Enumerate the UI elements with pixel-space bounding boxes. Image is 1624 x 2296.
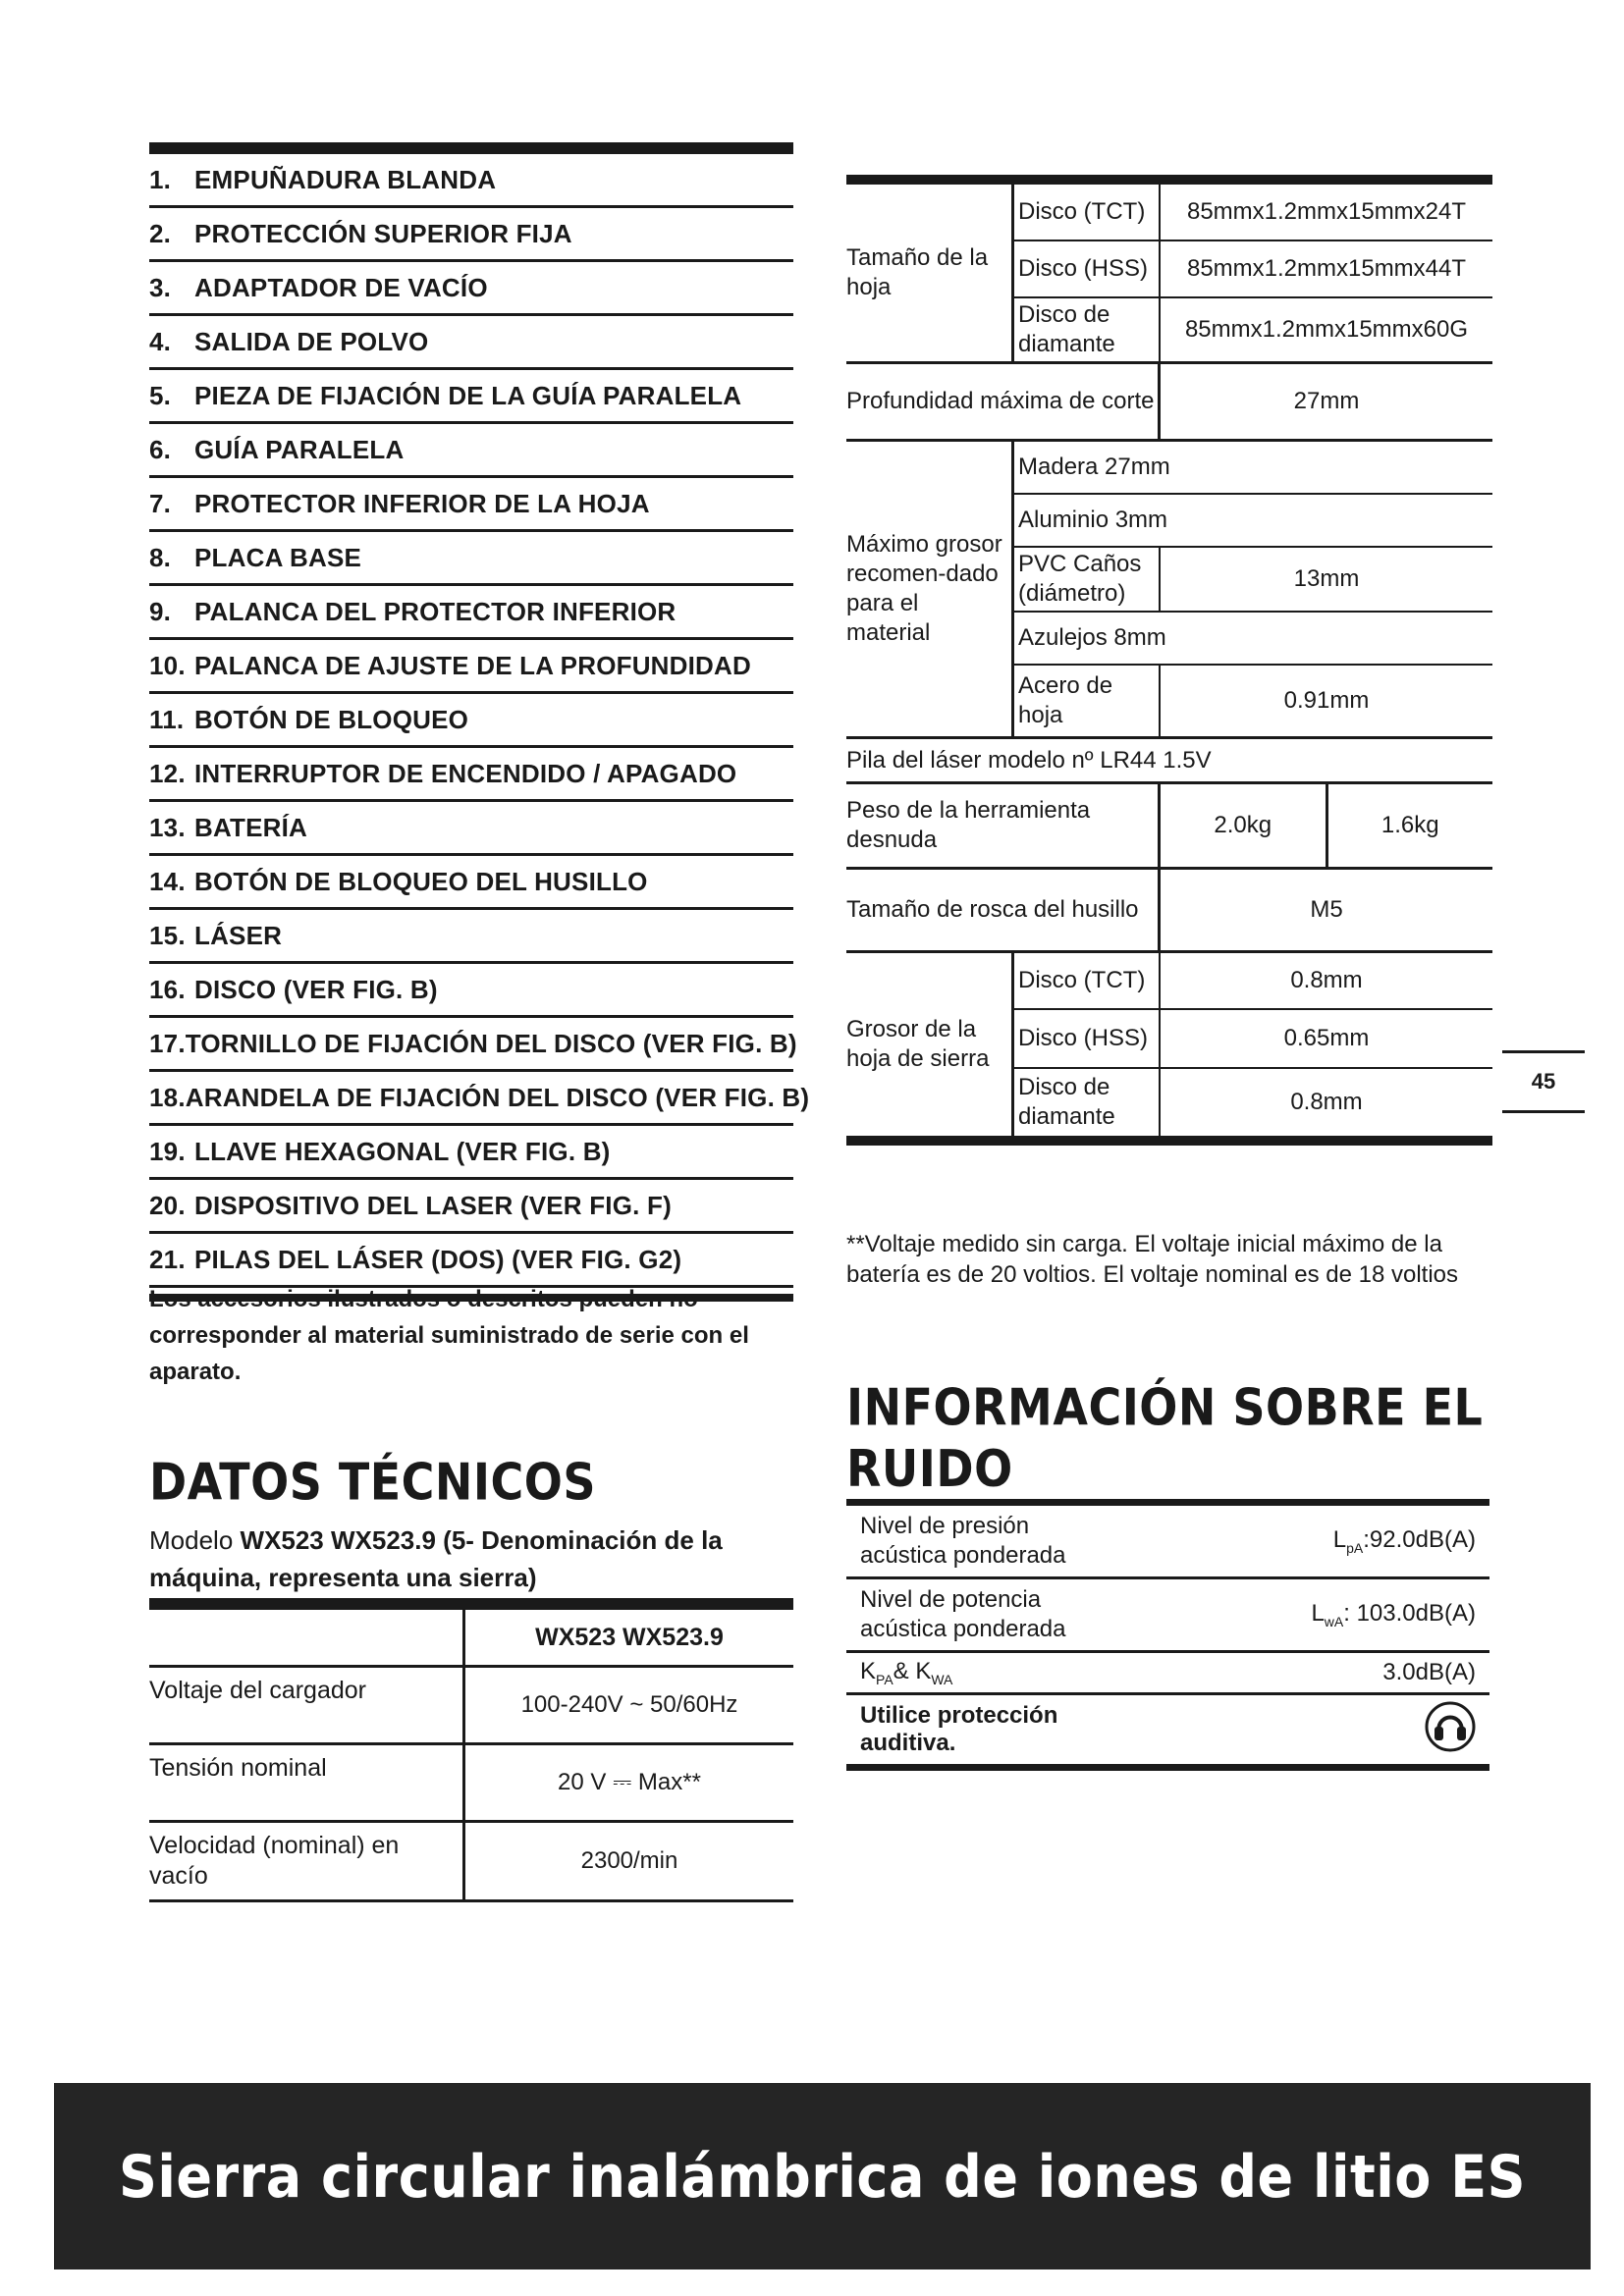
part-number: 2. xyxy=(149,218,172,248)
spec-subrow-label: Madera 27mm xyxy=(1011,442,1492,493)
tech-table-row xyxy=(149,1745,793,1823)
tech-table-row xyxy=(149,1823,793,1902)
spec-table xyxy=(846,175,1492,1146)
spec-subrow-label: Acero de hoja xyxy=(1011,666,1161,736)
parts-list-item xyxy=(149,478,793,532)
spec-subrow-label: Disco de diamante xyxy=(1011,1069,1161,1136)
page-number: 45 xyxy=(1502,1050,1585,1113)
part-label: EMPUÑADURA BLANDA xyxy=(194,164,497,194)
divider xyxy=(846,1136,1492,1146)
part-number: 8. xyxy=(149,542,172,572)
protection-text: Utilice protección auditiva. xyxy=(860,1702,1058,1756)
parts-list-item xyxy=(149,370,793,424)
kerf-group xyxy=(846,953,1492,1136)
laser-battery-text: Pila del láser modelo nº LR44 1.5V xyxy=(846,746,1212,774)
spec-subrow xyxy=(1011,613,1492,666)
part-number: 15. xyxy=(149,920,186,950)
parts-list-item xyxy=(149,424,793,478)
spec-subrow xyxy=(1011,298,1492,361)
max-thickness-label: Máximo grosor recomen-dado para el material xyxy=(846,531,1002,646)
thread-value: M5 xyxy=(1310,896,1343,923)
noise-row xyxy=(846,1506,1489,1579)
part-label: PLACA BASE xyxy=(194,542,362,572)
tech-header-models: WX523 WX523.9 xyxy=(535,1623,724,1651)
ruido-heading: INFORMACIÓN SOBRE EL RUIDO xyxy=(846,1377,1484,1499)
part-label: TORNILLO DE FIJACIÓN DEL DISCO (VER FIG. B) xyxy=(185,1028,797,1058)
spec-subrow-label: PVC Caños (diámetro) xyxy=(1011,548,1161,611)
noise-value xyxy=(1333,1526,1476,1556)
part-number: 4. xyxy=(149,326,172,356)
datos-tecnicos-heading: DATOS TÉCNICOS xyxy=(149,1452,597,1512)
part-label: ADAPTADOR DE VACÍO xyxy=(194,272,488,302)
tech-value: 20 V ⎓ Max** xyxy=(558,1769,701,1795)
noise-number: :92.0dB(A) xyxy=(1363,1526,1476,1554)
max-depth-row xyxy=(846,364,1492,442)
spec-subrow xyxy=(1011,1010,1492,1069)
spec-subrow-label: Aluminio 3mm xyxy=(1011,495,1492,546)
parts-list-item xyxy=(149,640,793,694)
spec-subrow xyxy=(1011,548,1492,613)
part-number: 17. xyxy=(149,1028,186,1058)
part-label: PROTECCIÓN SUPERIOR FIJA xyxy=(194,218,572,248)
spec-subrow xyxy=(1011,953,1492,1010)
parts-list-item xyxy=(149,1072,810,1126)
spec-subrow-label: Disco (TCT) xyxy=(1011,953,1161,1008)
spec-subrow xyxy=(1011,666,1492,736)
part-number: 1. xyxy=(149,164,172,194)
noise-value xyxy=(1311,1600,1476,1629)
blade-size-label: Tamaño de la hoja xyxy=(846,244,989,300)
divider xyxy=(846,175,1492,185)
part-label: PROTECTOR INFERIOR DE LA HOJA xyxy=(194,488,650,518)
part-number: 6. xyxy=(149,434,172,464)
spec-subrow xyxy=(1011,495,1492,548)
part-number: 14. xyxy=(149,866,186,896)
footer-title: Sierra circular inalámbrica de iones de litio ES xyxy=(119,2142,1526,2211)
parts-list-item xyxy=(149,802,793,856)
weight-row xyxy=(846,784,1492,870)
parts-list-item xyxy=(149,262,793,316)
spec-subrow-label: Disco de diamante xyxy=(1011,298,1161,361)
parts-list-item xyxy=(149,586,793,640)
spec-subrow-value: 85mmx1.2mmx15mmx24T xyxy=(1186,198,1467,225)
tech-table-row xyxy=(149,1668,793,1745)
noise-symbol: L xyxy=(1311,1600,1325,1628)
part-number: 3. xyxy=(149,272,172,302)
tech-label: Voltaje del cargador xyxy=(149,1668,465,1742)
divider xyxy=(846,1499,1489,1506)
spec-subrow-value: 0.91mm xyxy=(1283,687,1370,714)
part-number: 11. xyxy=(149,704,185,734)
parts-list-item xyxy=(149,1234,793,1288)
part-label: PALANCA DEL PROTECTOR INFERIOR xyxy=(194,596,677,626)
part-number: 20. xyxy=(149,1190,186,1220)
parts-list-item xyxy=(149,748,793,802)
spec-subrow xyxy=(1011,241,1492,298)
ear-protection-icon xyxy=(1425,1701,1476,1759)
spec-subrow xyxy=(1011,442,1492,495)
k-row xyxy=(846,1653,1489,1695)
spec-subrow-value: 85mmx1.2mmx15mmx60G xyxy=(1184,316,1469,343)
weight-value-1: 2.0kg xyxy=(1161,784,1328,867)
part-number: 19. xyxy=(149,1136,186,1166)
parts-list-item xyxy=(149,1126,793,1180)
part-label: PIEZA DE FIJACIÓN DE LA GUÍA PARALELA xyxy=(194,380,742,410)
part-label: DISCO (VER FIG. B) xyxy=(194,974,438,1004)
laser-battery-row xyxy=(846,739,1492,784)
tech-label: Velocidad (nominal) en vacío xyxy=(149,1823,465,1899)
tech-value: 100-240V ~ 50/60Hz xyxy=(520,1691,738,1718)
parts-list-item xyxy=(149,910,793,964)
part-number: 9. xyxy=(149,596,172,626)
noise-table xyxy=(846,1499,1489,1771)
part-number: 13. xyxy=(149,812,186,842)
noise-row xyxy=(846,1579,1489,1653)
divider xyxy=(846,1764,1489,1771)
part-number: 5. xyxy=(149,380,172,410)
modelo-prefix: Modelo xyxy=(149,1525,241,1555)
parts-list-item xyxy=(149,694,793,748)
part-number: 21. xyxy=(149,1244,186,1274)
part-number: 10. xyxy=(149,650,186,680)
divider xyxy=(149,142,793,154)
part-label: PILAS DEL LÁSER (DOS) (VER FIG. G2) xyxy=(194,1244,682,1274)
weight-value-2: 1.6kg xyxy=(1380,812,1439,838)
parts-list-item xyxy=(149,1018,797,1072)
spec-subrow-label: Azulejos 8mm xyxy=(1011,613,1492,664)
spec-subrow-label: Disco (HSS) xyxy=(1011,241,1161,296)
footer-banner xyxy=(54,2083,1591,2269)
noise-label: Nivel de potencia acústica ponderada xyxy=(860,1586,1066,1642)
k-value: 3.0dB(A) xyxy=(1382,1659,1476,1685)
spec-subrow-value: 0.65mm xyxy=(1283,1025,1370,1051)
part-label: PALANCA DE AJUSTE DE LA PROFUNDIDAD xyxy=(194,650,751,680)
parts-list-item xyxy=(149,316,793,370)
accessories-note: Los accesorios ilustrados o descritos pueden no corresponder al material suministrado de serie con el aparato. xyxy=(149,1286,749,1385)
part-label: ARANDELA DE FIJACIÓN DEL DISCO (VER FIG. B) xyxy=(185,1082,810,1112)
max-depth-label: Profundidad máxima de corte xyxy=(846,364,1161,439)
k-label: $K_{PA}\&$ $K_{WA}$ xyxy=(860,1658,953,1687)
part-label: LÁSER xyxy=(194,920,283,950)
spec-subrow-label: Disco (HSS) xyxy=(1011,1010,1161,1067)
part-label: LLAVE HEXAGONAL (VER FIG. B) xyxy=(194,1136,611,1166)
tech-table-header xyxy=(149,1610,793,1668)
parts-list-item xyxy=(149,154,793,208)
max-thickness-group xyxy=(846,442,1492,739)
modelo-name: WX523 WX523.9 (5- Denominación de la máquina, representa una sierra) xyxy=(149,1525,723,1592)
spec-subrow-value: 85mmx1.2mmx15mmx44T xyxy=(1186,255,1467,282)
voltage-footnote: **Voltaje medido sin carga. El voltaje inicial máximo de la batería es de 20 voltios. El voltaje nominal es de 18 voltios xyxy=(846,1231,1459,1288)
tech-label: Tensión nominal xyxy=(149,1745,465,1820)
parts-list-item xyxy=(149,856,793,910)
part-number: 16. xyxy=(149,974,186,1004)
noise-symbol: L xyxy=(1332,1526,1347,1554)
modelo-text xyxy=(149,1522,793,1596)
noise-label: Nivel de presión acústica ponderada xyxy=(860,1513,1066,1569)
max-depth-value: 27mm xyxy=(1293,388,1360,414)
spec-subrow-label: Disco (TCT) xyxy=(1011,185,1161,240)
parts-list-item xyxy=(149,532,793,586)
noise-subscript: pA xyxy=(1346,1539,1364,1556)
spec-subrow xyxy=(1011,1069,1492,1136)
part-number: 7. xyxy=(149,488,172,518)
part-number: 12. xyxy=(149,758,186,788)
spec-subrow-value: 0.8mm xyxy=(1290,1089,1363,1115)
part-label: SALIDA DE POLVO xyxy=(194,326,429,356)
part-number: 18. xyxy=(149,1082,186,1112)
thread-label: Tamaño de rosca del husillo xyxy=(846,870,1161,950)
kerf-label: Grosor de la hoja de sierra xyxy=(846,1016,990,1072)
part-label: BOTÓN DE BLOQUEO xyxy=(194,704,469,734)
part-label: BOTÓN DE BLOQUEO DEL HUSILLO xyxy=(194,866,648,896)
thread-row xyxy=(846,870,1492,953)
noise-number: : 103.0dB(A) xyxy=(1343,1600,1476,1628)
spec-subrow-value: 13mm xyxy=(1293,565,1360,592)
parts-list-item xyxy=(149,208,793,262)
blade-size-group xyxy=(846,185,1492,364)
protection-row xyxy=(846,1695,1489,1764)
parts-list xyxy=(149,142,810,1302)
tech-value: 2300/min xyxy=(580,1847,678,1874)
part-label: BATERÍA xyxy=(194,812,308,842)
weight-label: Peso de la herramienta desnuda xyxy=(846,784,1161,867)
part-label: DISPOSITIVO DEL LASER (VER FIG. F) xyxy=(194,1190,672,1220)
parts-list-item xyxy=(149,1180,793,1234)
divider xyxy=(149,1598,793,1610)
spec-subrow-value: 0.8mm xyxy=(1290,967,1363,993)
tech-table xyxy=(149,1598,793,1902)
noise-subscript: wA xyxy=(1324,1613,1344,1629)
parts-list-item xyxy=(149,964,793,1018)
spec-subrow xyxy=(1011,185,1492,241)
part-label: GUÍA PARALELA xyxy=(194,434,405,464)
part-label: INTERRUPTOR DE ENCENDIDO / APAGADO xyxy=(194,758,737,788)
